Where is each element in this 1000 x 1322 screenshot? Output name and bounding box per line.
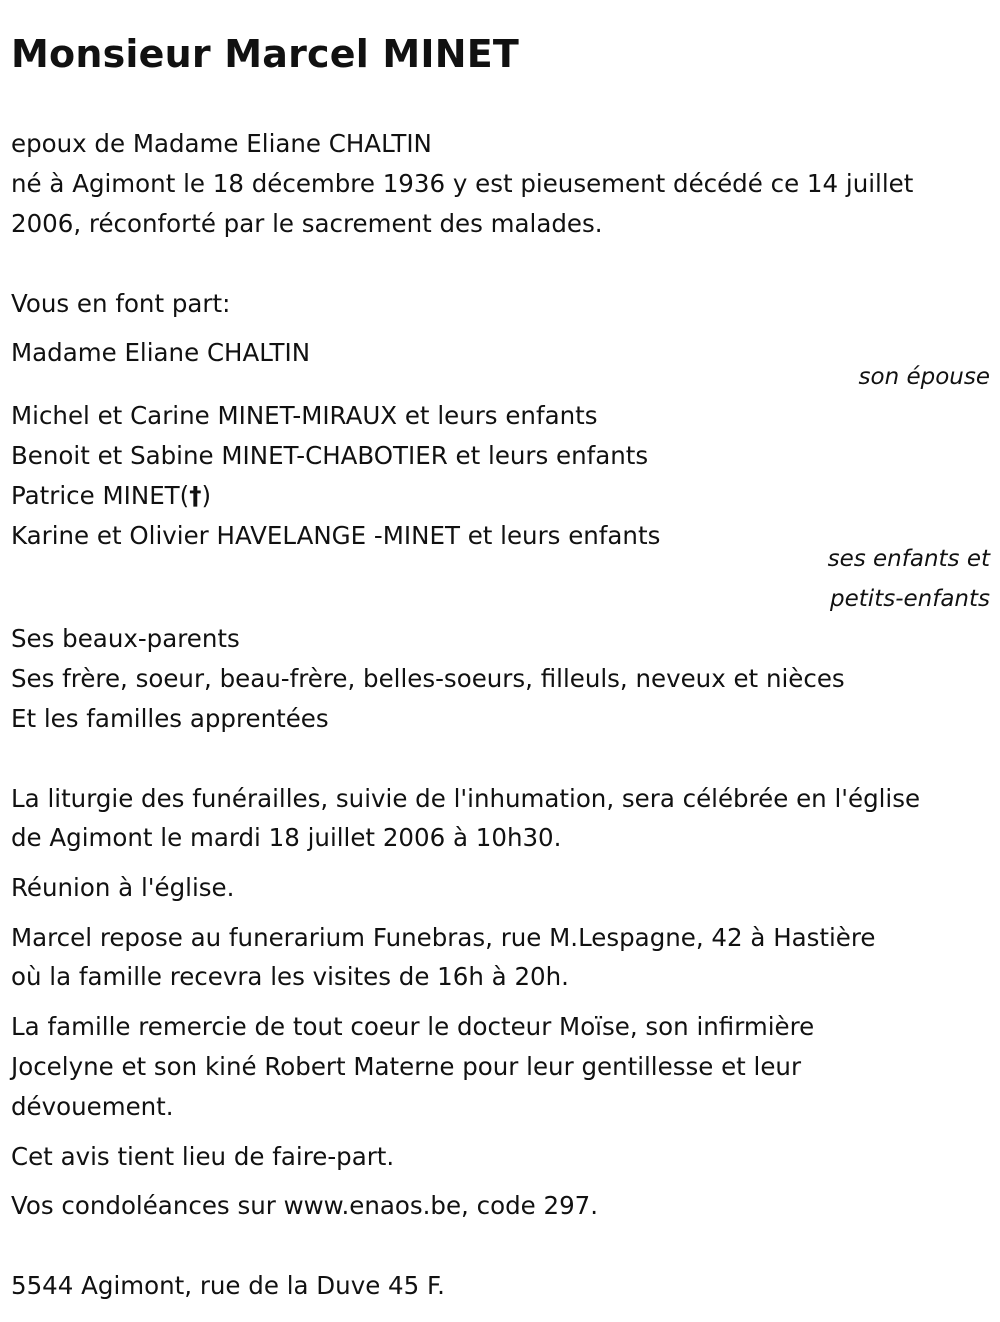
children-role-line-2: petits-enfants — [830, 586, 990, 612]
thanks-line-3: dévouement. — [11, 1092, 174, 1121]
relatives-line: Ses beaux-parents — [11, 624, 240, 653]
cross-icon: † — [189, 481, 202, 510]
repose-line-2: où la famille recevra les visites de 16h à 20h. — [11, 962, 569, 991]
spouse-name: Madame Eliane CHALTIN — [11, 338, 311, 367]
thanks-line-1: La famille remercie de tout coeur le docteur Moïse, son infirmière — [11, 1012, 815, 1041]
notice-line: Cet avis tient lieu de faire-part. — [11, 1142, 395, 1171]
spouse-line: epoux de Madame Eliane CHALTIN — [11, 129, 432, 158]
meeting-line: Réunion à l'église. — [11, 873, 235, 902]
child-line: Benoit et Sabine MINET-CHABOTIER et leurs enfants — [11, 441, 649, 470]
family-heading: Vous en font part: — [11, 289, 231, 318]
spouse-role: son épouse — [858, 364, 990, 390]
closing-parenthesis: ) — [201, 481, 212, 510]
liturgy-line-1: La liturgie des funérailles, suivie de l'inhumation, sera célébrée en l'église — [11, 784, 921, 813]
condolences-line: Vos condoléances sur www.enaos.be, code 297. — [11, 1191, 599, 1220]
relatives-line: Et les familles apprentées — [11, 704, 329, 733]
child-line: Michel et Carine MINET-MIRAUX et leurs enfants — [11, 401, 598, 430]
birth-death-line-1: né à Agimont le 18 décembre 1936 y est pieusement décédé ce 14 juillet — [11, 169, 914, 198]
relatives-line: Ses frère, soeur, beau-frère, belles-soeurs, filleuls, neveux et nièces — [11, 664, 845, 693]
thanks-line-2: Jocelyne et son kiné Robert Materne pour leur gentillesse et leur — [11, 1052, 802, 1081]
page-title: Monsieur Marcel MINET — [11, 32, 519, 76]
child-name: Patrice MINET( — [11, 481, 190, 510]
children-role-line-1: ses enfants et — [827, 546, 990, 572]
child-line-deceased — [11, 476, 211, 516]
child-line: Karine et Olivier HAVELANGE -MINET et leurs enfants — [11, 521, 661, 550]
repose-line-1: Marcel repose au funerarium Funebras, rue M.Lespagne, 42 à Hastière — [11, 923, 876, 952]
address-line: 5544 Agimont, rue de la Duve 45 F. — [11, 1271, 445, 1300]
liturgy-line-2: de Agimont le mardi 18 juillet 2006 à 10h30. — [11, 823, 562, 852]
birth-death-line-2: 2006, réconforté par le sacrement des malades. — [11, 209, 603, 238]
